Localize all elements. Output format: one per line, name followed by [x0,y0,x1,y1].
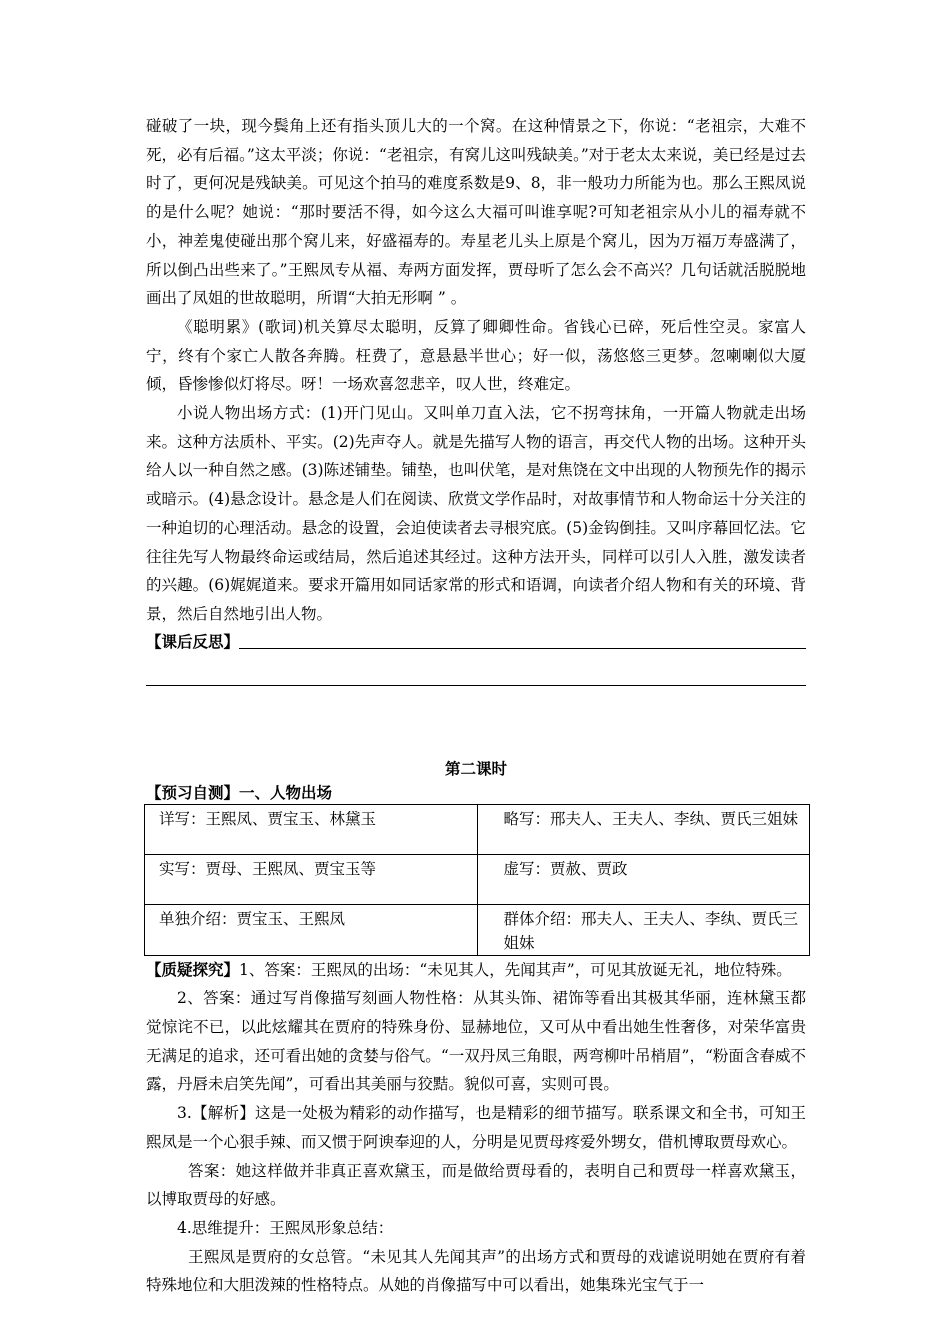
inquiry-item-1: 【质疑探究】1、答案：王熙凤的出场：“未见其人，先闻其声”，可见其放诞无礼，地位特殊。 [146,959,792,979]
preview-label: 【预习自测】 [146,782,240,802]
table-cell: 详写：王熙凤、贾宝玉、林黛玉 [145,804,478,854]
table-cell: 单独介绍：贾宝玉、王熙凤 [145,904,478,955]
paragraph-entrance-methods: 小说人物出场方式：(1)开门见山。又叫单刀直入法，它不拐弯抹角，一开篇人物就走出场来。这种方法质朴、平实。(2)先声夺人。就是先描写人物的语言，再交代人物的出场。这种开头给人以一种自然之感。(3)陈述铺垫。铺垫，也叫伏笔，是对焦饶在文中出现的人物预先作的揭示或暗示。(4)悬念设计。悬念是人们在阅读、欣赏文学作品时，对故事情节和人物命运十分关注的一种迫切的心理活动。悬念的设置，会迫使读者去寻根究底。(5)金钩倒挂。又叫序幕回忆法。它往往先写人物最终命运或结局，然后追述其经过。这种方法开头，同样可以引人入胜，激发读者的兴趣。(6)娓娓道来。要求开篇用如同话家常的形式和语调，向读者介绍人物和有关的环境、背景，然后自然地引出人物。 [146,404,806,623]
preview-subheading: 一、人物出场 [239,782,333,802]
inquiry-item-4: 4.思维提升：王熙凤形象总结： [177,1218,394,1237]
table-row [145,904,810,955]
table-row [145,854,810,904]
reflection-second-line [146,685,806,686]
table-cell: 群体介绍：邢夫人、王夫人、李纨、贾氏三姐妹 [477,904,810,955]
paragraph-flattery: 碰破了一块，现今鬓角上还有指头顶儿大的一个窝。在这种情景之下，你说：“老祖宗，大难不死，必有后福。”这太平淡；你说：“老祖宗，有窝儿这叫残缺美。”对于老太太来说，美已经是过去时了，更何况是残缺美。可见这个拍马的难度系数是9、8，非一般功力所能为也。那么王熙凤说的是什么呢？她说：“那时要活不得，如今这么大福可叫谁享呢?可知老祖宗从小儿的福寿就不小，神差鬼使碰出那个窝儿来，好盛福寿的。寿星老儿头上原是个窝儿，因为万福万寿盛满了，所以倒凸出些来了。”王熙凤专从福、寿两方面发挥，贾母听了怎么会不高兴？几句话就活脱脱地画出了凤姐的世故聪明，所谓“大拍无形啊 ” 。 [146,117,806,308]
reflection-row [146,629,806,655]
preview-heading [146,782,806,804]
paragraph-lyrics: 《聪明累》(歌词)机关算尽太聪明，反算了卿卿性命。省钱心已碎，死后性空灵。家富人宁，终有个家亡人散各奔腾。枉费了，意悬悬半世心；好一似，荡悠悠三更梦。忽喇喇似大厦倾，昏惨惨似灯将尽。呀！一场欢喜忽悲辛，叹人世，终难定。 [146,317,806,394]
inquiry-item-3: 3.【解析】这是一处极为精彩的动作描写，也是精彩的细节描写。联系课文和全书，可知王熙凤是一个心狠手辣、而又惯于阿谀奉迎的人，分明是见贾母疼爱外甥女，借机博取贾母欢心。 [146,1104,806,1151]
reflection-blank-line [239,630,806,649]
table-cell: 略写：邢夫人、王夫人、李纨、贾氏三姐妹 [477,804,810,854]
table-cell: 实写：贾母、王熙凤、贾宝玉等 [145,854,478,904]
section-title: 第二课时 [444,758,507,778]
inquiry-label: 【质疑探究】 [146,959,240,979]
analysis-label: 3.【解析】 [177,1104,256,1123]
inquiry-item-4-text: 王熙凤是贾府的女总管。“未见其人先闻其声”的出场方式和贾母的戏谑说明她在贾府有着特殊地位和大胆泼辣的性格特点。从她的肖像描写中可以看出，她集珠光宝气于一 [146,1247,806,1295]
reflection-label: 【课后反思】 [146,631,240,651]
table-cell: 虚写：贾赦、贾政 [477,854,810,904]
inquiry-item-3-answer: 答案：她这样做并非真正喜欢黛玉，而是做给贾母看的，表明自己和贾母一样喜欢黛玉，以博取贾母的好感。 [146,1161,806,1209]
document-page [146,112,806,1300]
table-row [145,804,810,854]
character-table [144,804,810,956]
inquiry-item-2: 2、答案：通过写肖像描写刻画人物性格：从其头饰、裙饰等看出其极其华丽，连林黛玉都觉惊诧不已，以此炫耀其在贾府的特殊身份、显赫地位，又可从中看出她生性奢侈，对荣华富贵无满足的追求，还可看出她的贪婪与俗气。“一双丹凤三角眼，两弯柳叶吊梢眉”，“粉面含春威不露，丹唇未启笑先闻”，可看出其美丽与狡黠。貌似可喜，实则可畏。 [146,989,806,1094]
